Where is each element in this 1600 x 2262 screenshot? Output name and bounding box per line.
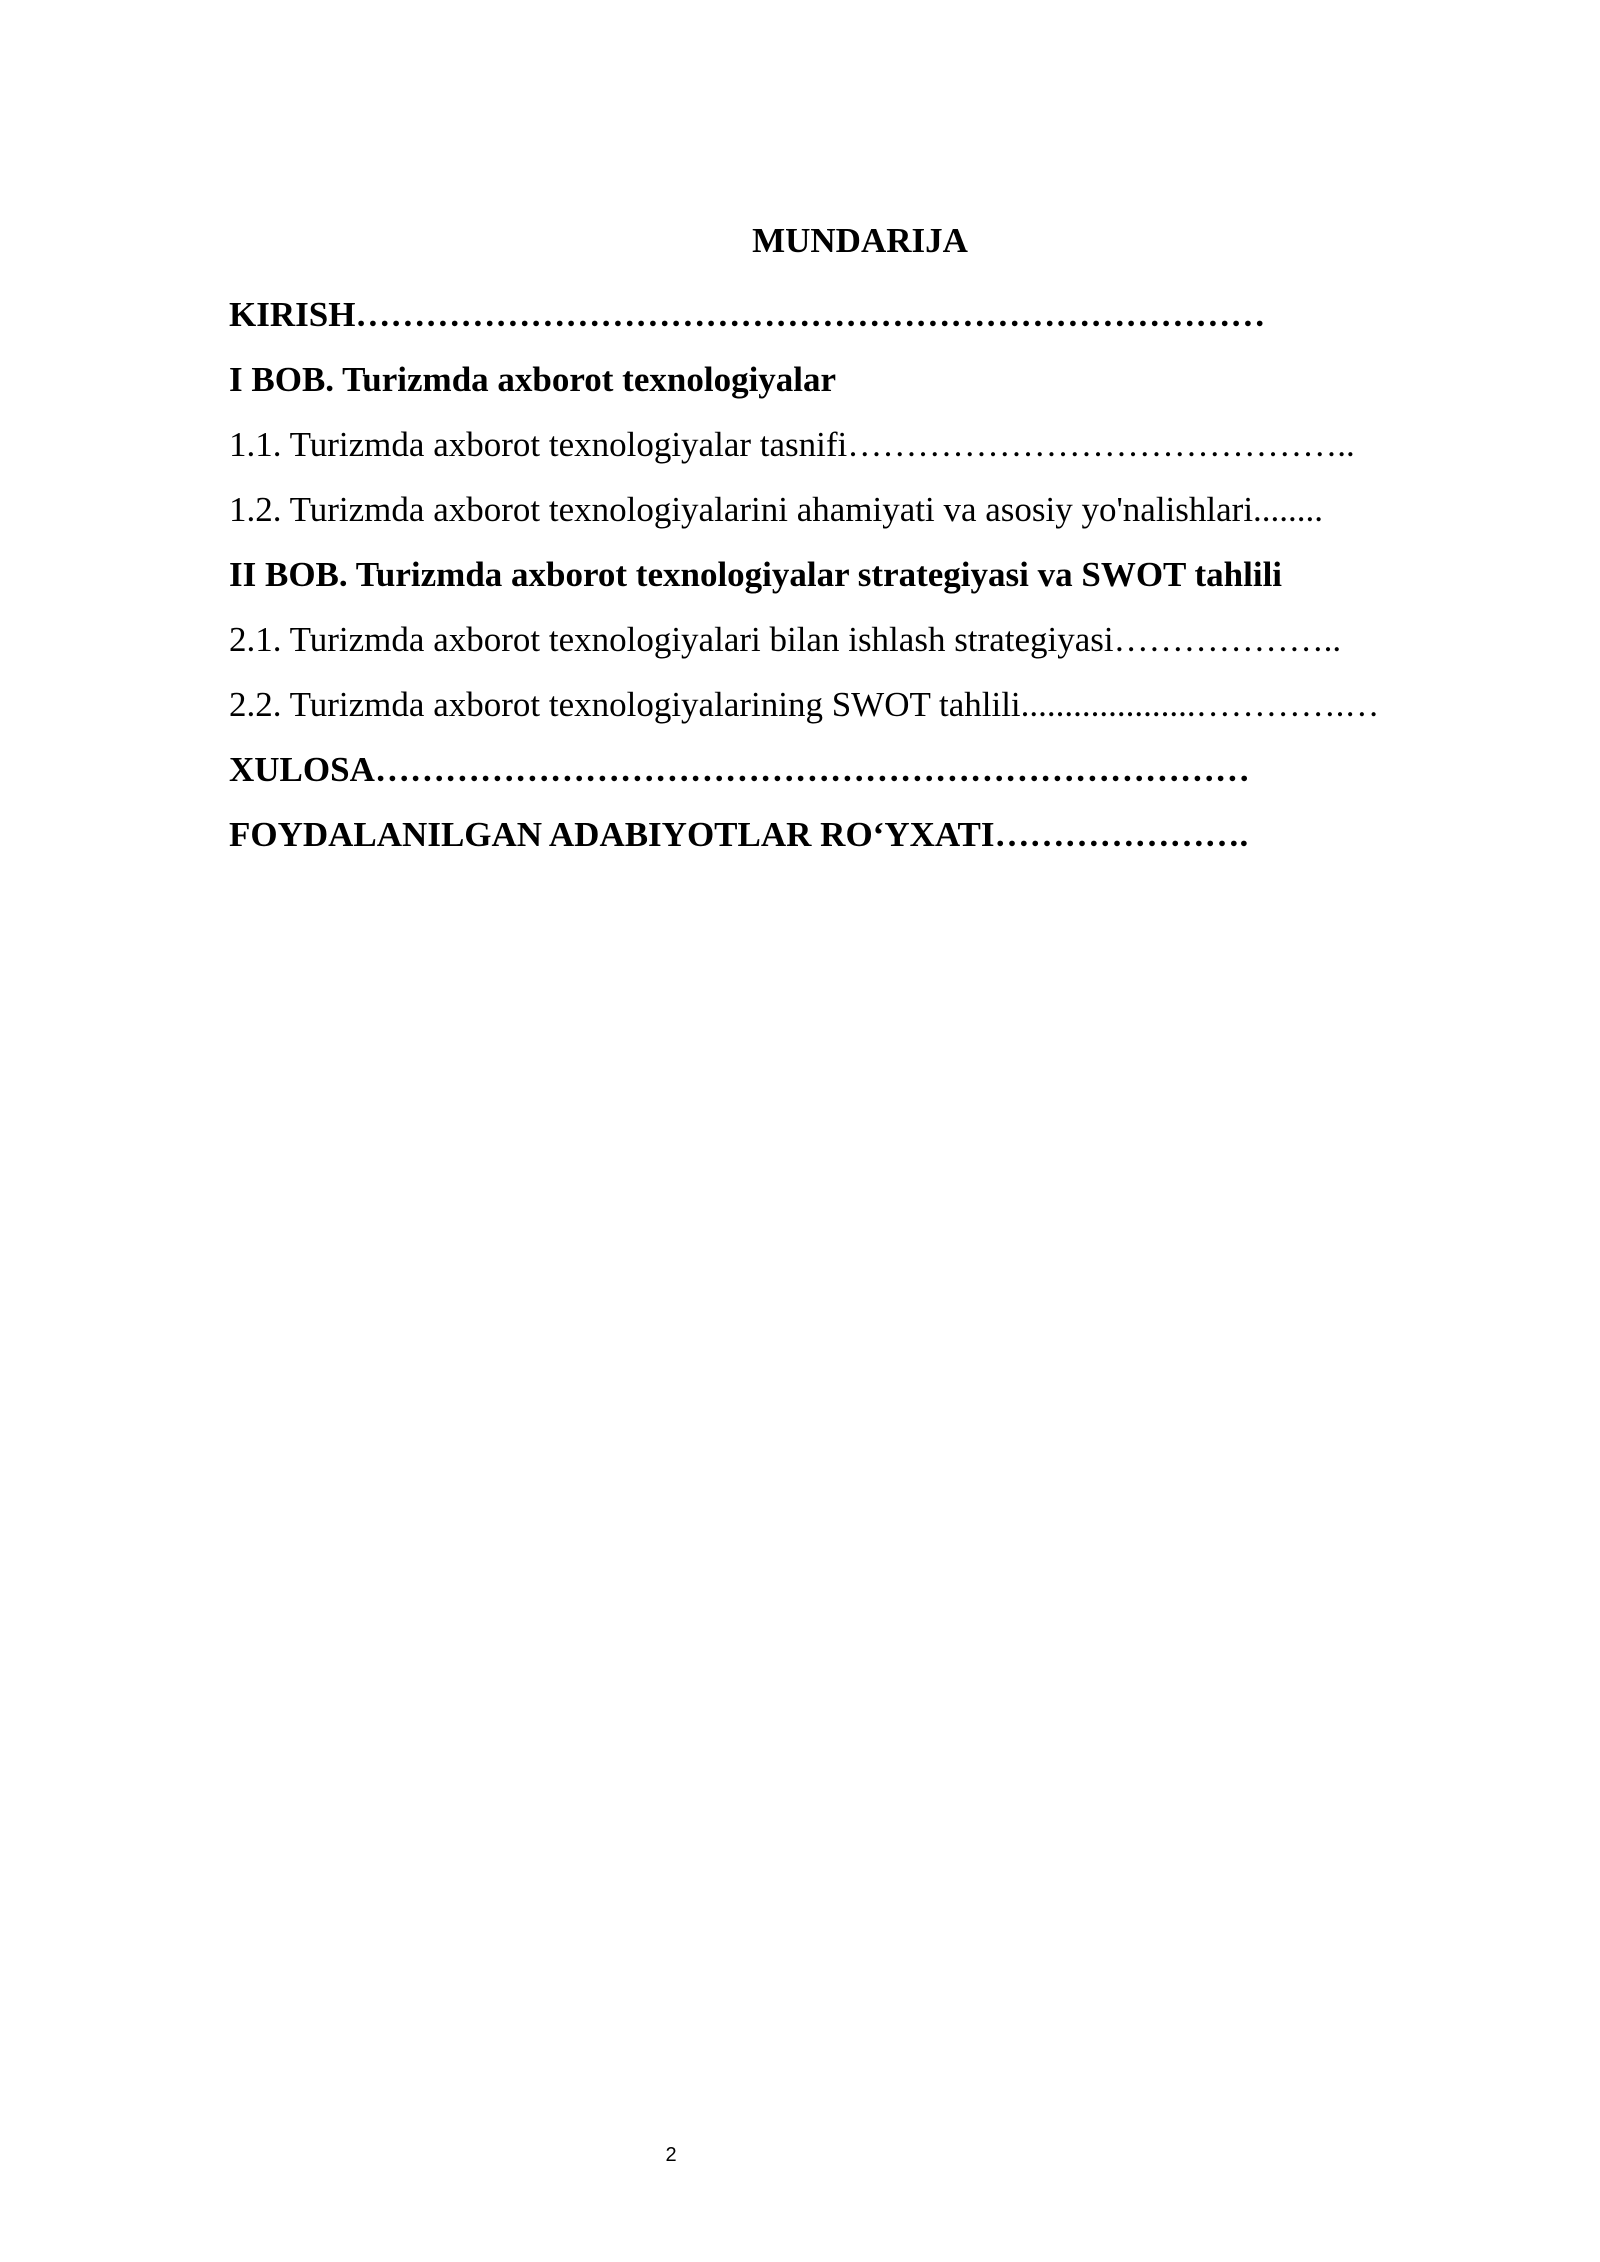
page-number: 2 <box>665 2144 677 2166</box>
toc-entry-chapter-2: II BOB. Turizmda axborot texnologiyalar strategiyasi va SWOT tahlili <box>229 555 1283 594</box>
toc-title: MUNDARIJA <box>752 221 968 260</box>
toc-entry-section-2-1: 2.1. Turizmda axborot texnologiyalari bilan ishlash strategiyasi……………….. <box>229 620 1342 659</box>
toc-entry-section-1-1: 1.1. Turizmda axborot texnologiyalar tasnifi…………………………………….. <box>229 425 1355 464</box>
toc-entry-section-1-2: 1.2. Turizmda axborot texnologiyalarini ahamiyati va asosiy yo'nalishlari........ <box>229 490 1324 529</box>
toc-entry-section-2-2: 2.2. Turizmda axborot texnologiyalarining SWOT tahlili....................………….… <box>229 685 1380 724</box>
toc-entry-introduction: KIRISH…………………………………………………………………… <box>229 295 1266 334</box>
toc-entry-chapter-1: I BOB. Turizmda axborot texnologiyalar <box>229 360 837 399</box>
toc-entry-references: FOYDALANILGAN ADABIYOTLAR RO‘YXATI…………………. <box>229 815 1249 854</box>
table-of-contents <box>229 282 1529 867</box>
toc-entry-conclusion: XULOSA………………………………………………………………… <box>229 750 1250 789</box>
